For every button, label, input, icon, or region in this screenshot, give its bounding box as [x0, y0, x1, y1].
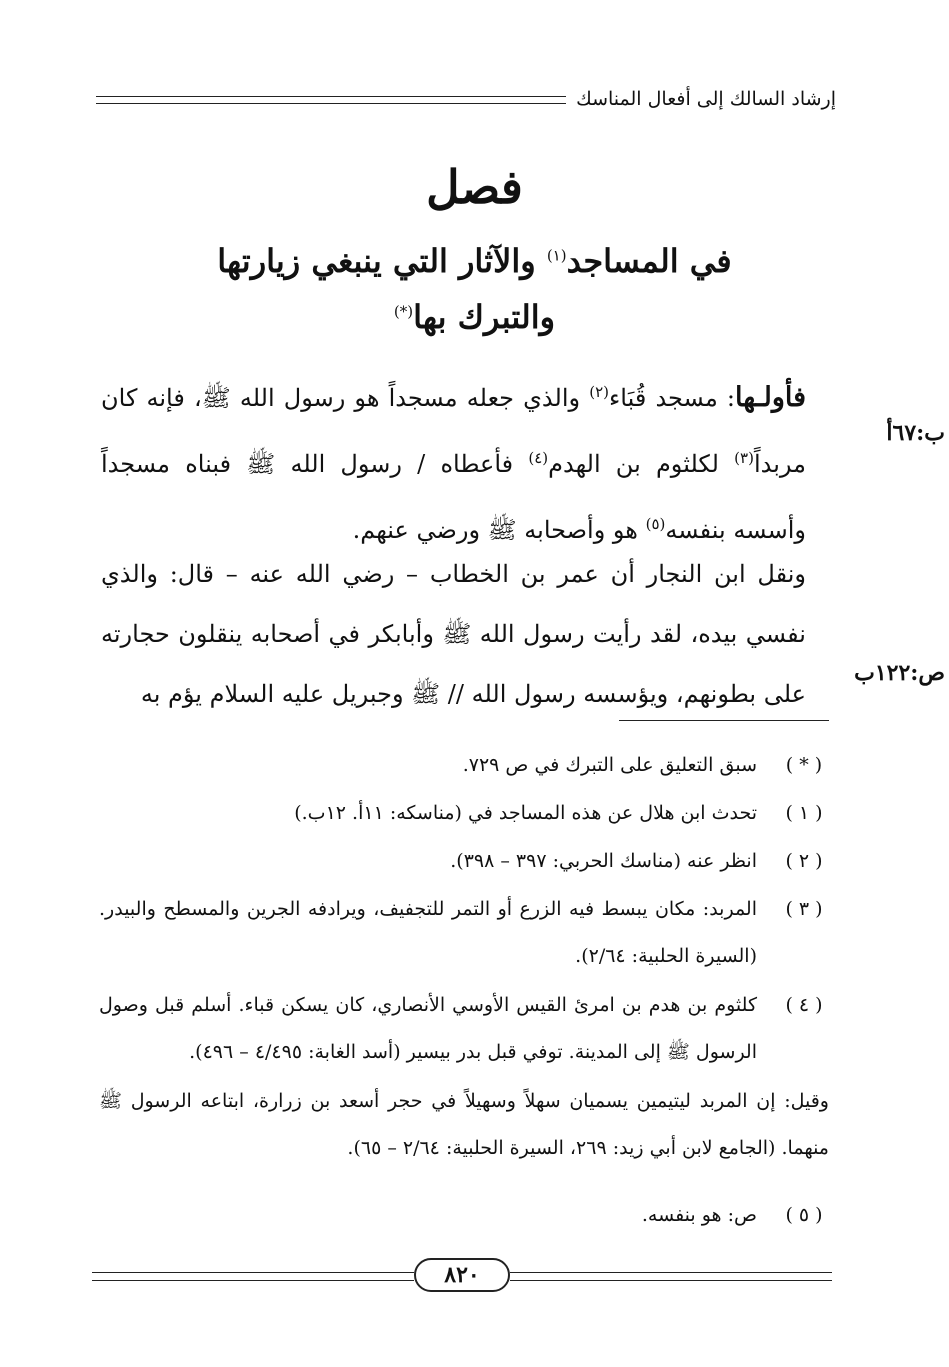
paragraph-text: لكلثوم بن الهدم [548, 450, 735, 478]
footnote-separator [619, 720, 829, 721]
footnote-ref: (*) [393, 302, 414, 321]
running-title: إرشاد السالك إلى أفعال المناسك [576, 88, 836, 110]
footnote-continuation [99, 1078, 829, 1172]
body-paragraph [101, 362, 806, 560]
footnote-number: ( * ) [785, 754, 823, 776]
footnote-ref: (٤) [528, 449, 549, 467]
paragraph-text: : مسجد قُبَاء [609, 384, 736, 412]
running-header [96, 86, 836, 116]
title-text-a: في المساجد [566, 242, 732, 280]
chapter-title-line2 [0, 298, 949, 336]
footnote-text: سبق التعليق على التبرك في ص ٧٢٩. [462, 754, 757, 776]
footnote [99, 742, 829, 789]
footnote-number: ( ٣ ) [785, 898, 823, 920]
footer-rule [510, 1272, 832, 1273]
footnote-text: تحدث ابن هلال عن هذه المساجد في (مناسكه: ١١أ. ١٢ب.) [294, 802, 757, 824]
manuscript-margin-note: ص:١٢٢ب [854, 660, 945, 686]
paragraph-text: فأعطاه / رسول الله ﷺ فبناه مسجداً وأسسه بنفسه [101, 450, 806, 544]
footnote [99, 886, 829, 980]
footnote-number: ( ١ ) [785, 802, 823, 824]
header-rule-bottom [96, 103, 566, 104]
page-number: ٨٢٠ [414, 1258, 510, 1292]
paragraph-text: هو وأصحابه ﷺ ورضي عنهم. [352, 516, 646, 544]
footnote-text: وقيل: إن المربد ليتيمين يسميان سهلاً وسهيلاً في حجر أسعد بن زرارة، ابتاعه الرسول ﷺ منهما. (الجامع لابن أبي زيد: ٢٦٩، السيرة الحلبية: ٢/٦٤ – ٦٥). [99, 1090, 829, 1159]
footnote-text: انظر عنه (مناسك الحربي: ٣٩٧ – ٣٩٨). [450, 850, 757, 872]
footnote-text: ص: هو بنفسه. [641, 1204, 757, 1226]
footnote [99, 1192, 829, 1239]
footnote-number: ( ٤ ) [785, 994, 823, 1016]
paragraph-lead: فأولـها [735, 382, 807, 413]
footnote-ref: (١) [546, 246, 567, 265]
footnote [99, 982, 829, 1076]
paragraph-text: والذي جعله مسجداً هو رسول الله ﷺ، فإنه كان مربداً [101, 384, 806, 478]
footer-rule [92, 1272, 414, 1273]
footnote-ref: (٣) [734, 449, 754, 467]
footnote-ref: (٢) [589, 383, 609, 401]
footnote-number: ( ٢ ) [785, 850, 823, 872]
body-paragraph: ونقل ابن النجار أن عمر بن الخطاب – رضي الله عنه – قال: والذي نفسي بيده، لقد رأيت رسول الله ﷺ وأبابكر في أصحابه ينقلون حجارته على بطونهم، ويؤسسه رسول الله // ﷺ وجبريل عليه السلام يؤم به [101, 560, 806, 708]
footnote-number: ( ٥ ) [785, 1204, 823, 1226]
title-text-b: والآثار التي ينبغي زيارتها [217, 242, 547, 280]
chapter-title-line1 [0, 242, 949, 280]
footnote-ref: (٥) [645, 515, 666, 533]
section-label: فصل [426, 160, 523, 214]
footer-rule [510, 1280, 832, 1281]
manuscript-margin-note: ب:٦٧أ [886, 420, 945, 446]
footnote [99, 790, 829, 837]
footnote [99, 838, 829, 885]
header-rule-top [96, 96, 566, 97]
footnote-text: المربد: مكان يبسط فيه الزرع أو التمر للتجفيف، ويرادفه الجرين والمسطح والبيدر. (السيرة الحلبية: ٢/٦٤). [99, 898, 757, 967]
title-text-c: والتبرك بها [413, 298, 556, 336]
footer-rule [92, 1280, 414, 1281]
footnote-text: كلثوم بن هدم بن امرئ القيس الأوسي الأنصاري، كان يسكن قباء. أسلم قبل وصول الرسول ﷺ إلى المدينة. توفي قبل بدر بيسير (أسد الغابة: ٤/٤٩٥ – ٤٩٦). [99, 994, 757, 1063]
